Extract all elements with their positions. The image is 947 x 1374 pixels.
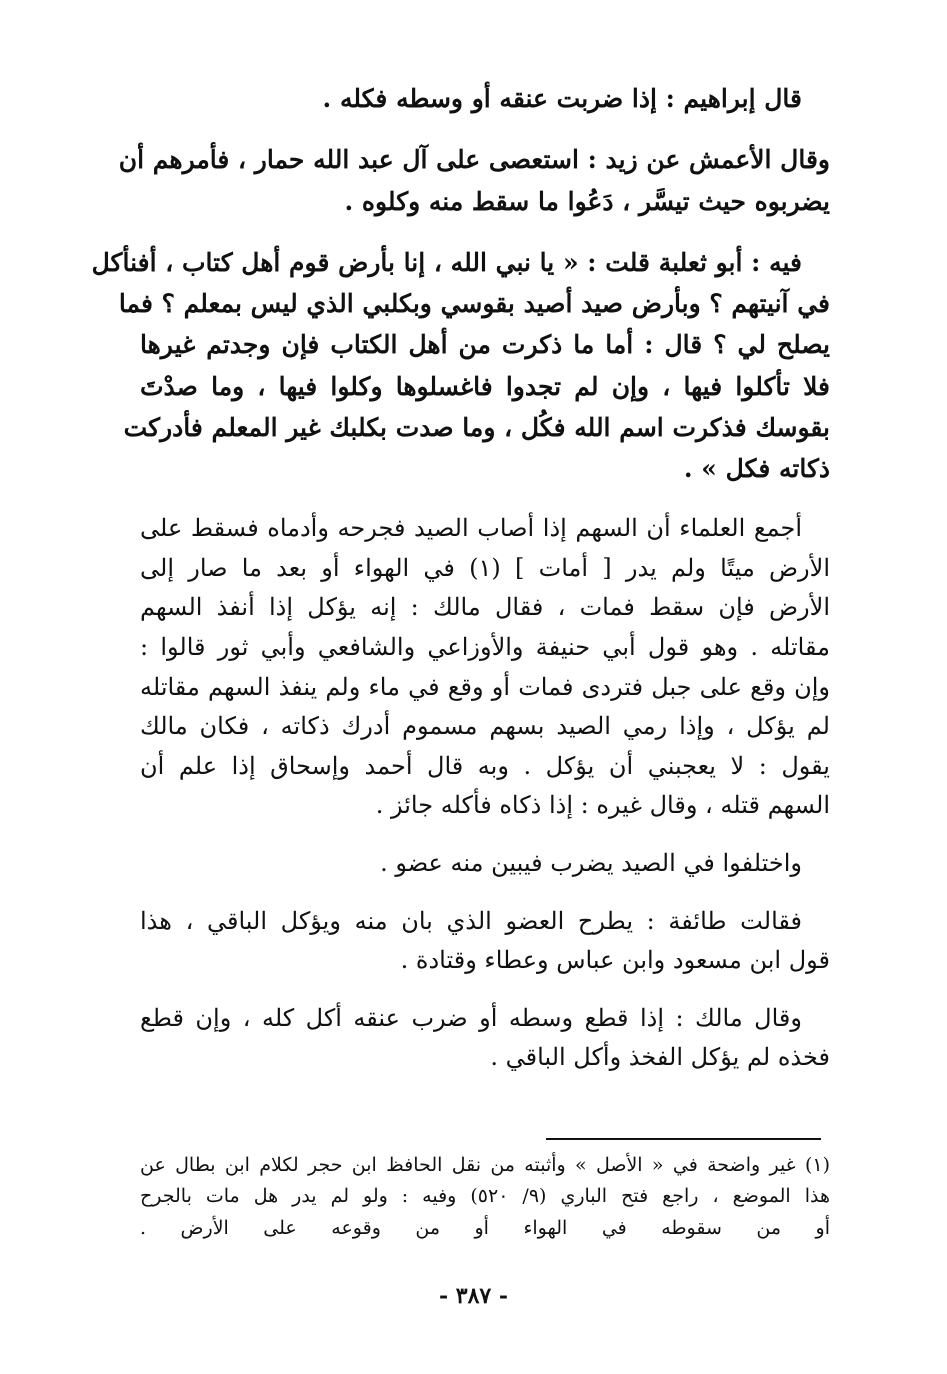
text-line: فخذه لم يؤكل الفخذ وأكل الباقي . [490,1043,830,1072]
text-line: أجمع العلماء أن السهم إذا أصاب الصيد فجرحه وأدماه فسقط على [140,514,802,543]
text-line: وقال مالك : إذا قطع وسطه أو ضرب عنقه أكل كله ، وإن قطع [140,1003,802,1032]
text-line: واختلفوا في الصيد يضرب فيبين منه عضو . [380,849,802,877]
footnote-line: (١) غير واضحة في « الأصل » وأثبته من نقل الحافظ ابن حجر لكلام ابن بطال عن [140,1154,830,1176]
text-line: لم يؤكل ، وإذا رمي الصيد بسهم مسموم أدرك ذكاته ، فكان مالك [140,712,830,741]
page-number: - ٣٨٧ - [438,1283,509,1309]
text-line: السهم قتله ، وقال غيره : إذا ذكاه فأكله جائز . [375,791,830,820]
text-line: الأرض ميتًا ولم يدر [ أمات ] (١) في الهواء أو بعد ما صار إلى [140,553,831,582]
text-line: مقاتله . وهو قول أبي حنيفة والأوزاعي والشافعي وأبي ثور قالوا : [140,633,830,662]
text-line: قال إبراهيم : إذا ضربت عنقه أو وسطه فكله . [322,84,802,113]
footnote-line: أو من سقوطه في الهواء أو من وقوعه على الأرض . [140,1216,830,1239]
text-line: فيه : أبو ثعلبة قلت : « يا نبي الله ، إنا بأرض قوم أهل كتاب ، أفنأكل [91,247,802,277]
page-body [91,78,831,1096]
text-line: يقول : لا يعجبني أن يؤكل . وبه قال أحمد وإسحاق إذا علم أن [140,751,830,780]
text-line: يضربوه حيث تيسَّر ، دَعُوا ما سقط منه وكلوه . [344,186,830,216]
text-line: ذكاته فكل » . [683,454,830,483]
text-line: وإن وقع على جبل فتردى فمات أو وقع في ماء ولم ينفذ السهم مقاتله [140,672,830,701]
paragraph-malik [140,999,830,1078]
paragraph-hadith [91,242,830,490]
text-line: فلا تأكلوا فيها ، وإن لم تجدوا فاغسلوها وكلوا فيها ، وما صدْتَ [140,371,830,401]
text-line: الأرض فإن سقط فمات ، فقال مالك : إنه يؤكل إذا أنفذ السهم [140,593,830,622]
text-line: قول ابن مسعود وابن عباس وعطاء وقتادة . [400,946,830,975]
text-line: بقوسك فذكرت اسم الله فكُل ، وما صدت بكلبك غير المعلم فأدركت [123,412,830,442]
paragraph-ikhtalafu [140,844,830,884]
text-line: وقال الأعمش عن زيد : استعصى على آل عبد الله حمار ، فأمرهم أن [118,145,830,175]
paragraph-ijma [140,509,830,826]
paragraph-ibrahim [140,78,830,119]
text-line: يصلح لي ؟ قال : أما ما ذكرت من أهل الكتاب فإن وجدتم غيرها [140,330,830,360]
text-line: فقالت طائفة : يطرح العضو الذي بان منه ويؤكل الباقي ، هذا [140,906,802,935]
footnote-section [140,1150,830,1244]
paragraph-aamash [118,139,830,222]
footnote-line: هذا الموضع ، راجع فتح الباري (٩/ ٥٢٠) وفيه : ولو لم يدر هل مات بالجرح [140,1185,830,1208]
paragraph-taifa [140,902,830,981]
text-line: في آنيتهم ؟ وبأرض صيد أصيد بقوسي وبكلبي الذي ليس بمعلم ؟ فما [118,289,830,318]
footnote-divider [546,1138,821,1140]
